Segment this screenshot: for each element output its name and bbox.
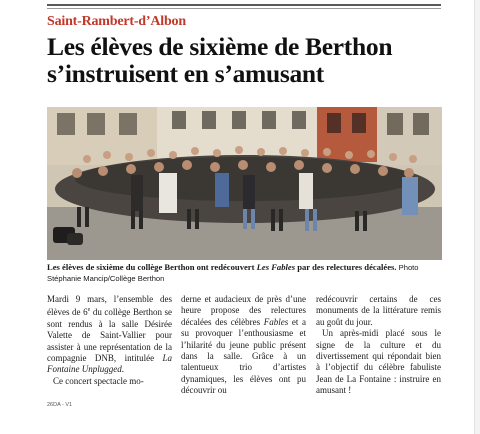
show-title: La Fontaine Unplugged — [47, 353, 172, 375]
top-rule — [47, 4, 441, 6]
body-text: Mardi 9 mars, l’ensemble des élèves de 6 — [47, 294, 172, 318]
body-text: et a su provoquer l’enthousiasme et l’hilarité du jeune public présent dans la salle. Grâce à un talentueux trio d’artistes dynamiques, les élèves ont pu découvrir ou — [181, 316, 306, 396]
body-paragraph: redécouvrir certains de ces monuments de la littérature remis au goût du jour. — [316, 294, 441, 327]
body-column-1 — [47, 294, 172, 387]
body-text: . — [121, 364, 124, 375]
body-column-3 — [316, 294, 441, 397]
page-folio: 26DA - V1 — [47, 402, 73, 408]
photo-caption — [47, 262, 442, 284]
article-headline — [47, 33, 447, 87]
body-text: derne et audacieux de près d’une heure propose des relectures décalées des célèbres — [181, 294, 306, 327]
headline-line-1: Les élèves de sixième de Berthon — [47, 32, 393, 61]
body-paragraph — [181, 294, 306, 397]
ordinal-suffix: e — [87, 307, 91, 314]
body-paragraph — [47, 294, 172, 376]
thin-rule — [47, 8, 441, 9]
body-column-2 — [181, 294, 306, 397]
body-paragraph: Ce concert spectacle mo- — [53, 375, 144, 386]
adjacent-page-edge — [474, 0, 480, 434]
headline-line-2: s’instruisent en s’amusant — [47, 59, 324, 88]
photo-credit: Photo Stéphanie Mancip/Collège Berthon — [47, 263, 419, 283]
caption-text-before: Les élèves de sixième du collège Berthon ont redécouvert — [47, 262, 257, 272]
body-paragraph: Un après-midi placé sous le signe de la culture et du divertissement qui répondait bien à l’objectif du célèbre fabuliste Jean de La Fontaine : instruire en amusant ! — [316, 328, 441, 396]
caption-italic-title: Les Fables — [256, 262, 296, 272]
fables-title: Fables — [263, 316, 289, 327]
body-text: du collège Berthon se sont rendus à la salle Désirée Valette de Saint-Vallier pour assister à une représentation de la compagnie DNB, intitulée — [47, 307, 172, 364]
caption-text-after: par des relectures décalées. — [295, 262, 397, 272]
locality-kicker: Saint-Rambert-d’Albon — [47, 14, 186, 29]
article-photo — [47, 107, 442, 260]
